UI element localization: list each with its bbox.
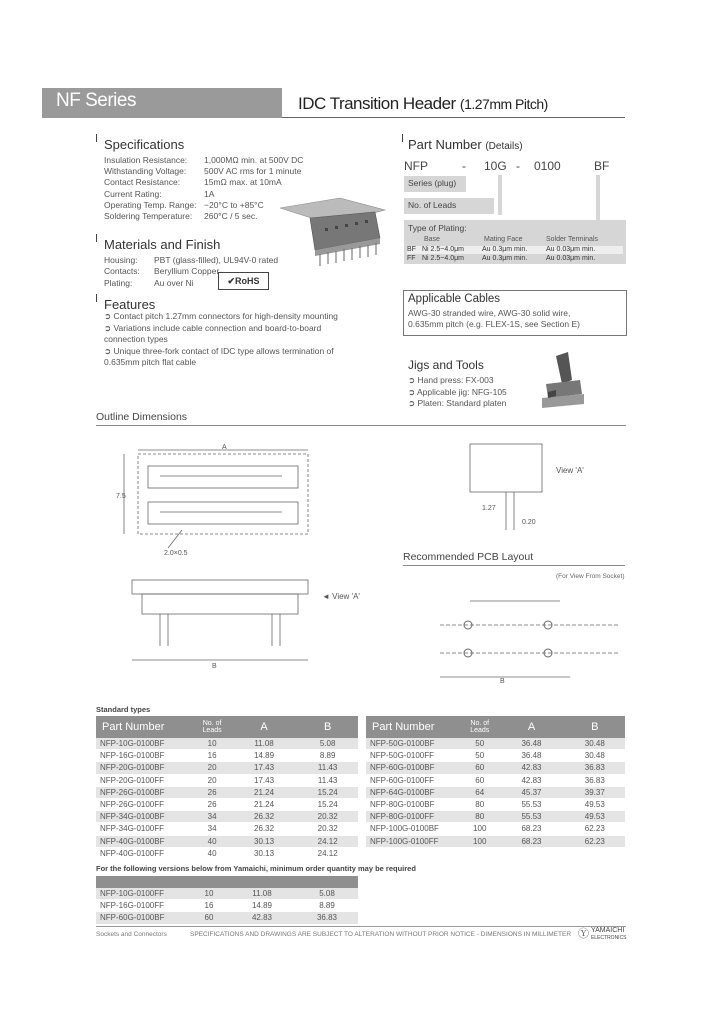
- cell-leads: 100: [461, 835, 498, 847]
- standard-types-table-right: [366, 716, 625, 848]
- cell-b: 5.08: [297, 738, 358, 750]
- jig-item: ➲ Hand press: FX-003: [408, 375, 494, 385]
- cell-a: 11.08: [231, 738, 297, 750]
- page-title-text: IDC Transition Header: [298, 94, 456, 113]
- extra-types-table: [96, 876, 358, 925]
- header-a: A: [231, 716, 297, 738]
- header-part-number: Part Number: [366, 716, 461, 738]
- cell-b: 20.32: [297, 811, 358, 823]
- cell-part-number: NFP-34G-0100BF: [96, 811, 193, 823]
- cell-part-number: NFP-60G-0100BF: [96, 912, 190, 924]
- cell-a: 14.89: [228, 900, 296, 912]
- arrow-icon: ➲: [408, 398, 418, 408]
- cell-part-number: NFP-16G-0100BF: [96, 750, 193, 762]
- code-dash: -: [462, 159, 466, 173]
- material-label: Housing:: [104, 255, 138, 265]
- cell-part-number: NFP-64G-0100BF: [366, 786, 461, 798]
- spec-value: −20°C to +85°C: [204, 200, 264, 210]
- cell-a: 45.37: [498, 786, 564, 798]
- cell-b: 24.12: [297, 835, 358, 847]
- cell-a: 26.32: [231, 811, 297, 823]
- pcb-rule: [403, 565, 625, 566]
- cell-b: 49.53: [565, 811, 625, 823]
- header-a: A: [498, 716, 564, 738]
- spec-label: Current Rating:: [104, 189, 162, 199]
- arrow-icon: ➲: [104, 311, 114, 321]
- cell-b: 39.37: [565, 786, 625, 798]
- cell-b: 11.43: [297, 774, 358, 786]
- cell-part-number: NFP-10G-0100BF: [96, 738, 193, 750]
- cell-part-number: NFP-26G-0100BF: [96, 786, 193, 798]
- header-leads: No. of Leads: [461, 716, 498, 738]
- spec-value: 260°C / 5 sec.: [204, 211, 258, 221]
- table-row: [96, 762, 358, 774]
- features-list: [104, 311, 354, 369]
- material-label: Plating:: [104, 278, 133, 288]
- spec-value: 15mΩ max. at 10mA: [204, 177, 282, 187]
- table-header-row: [96, 876, 358, 888]
- table-row: [96, 823, 358, 835]
- cell-part-number: NFP-10G-0100FF: [96, 888, 190, 900]
- cell-a: 26.32: [231, 823, 297, 835]
- svg-text:2.0×0.5: 2.0×0.5: [164, 550, 188, 557]
- cell-a: 17.43: [231, 762, 297, 774]
- cell-part-number: NFP-34G-0100FF: [96, 823, 193, 835]
- section-bracket: [96, 234, 99, 242]
- table-row: [96, 774, 358, 786]
- cables-text: AWG-30 stranded wire, AWG-30 solid wire,: [408, 308, 571, 318]
- cell-a: 11.08: [228, 888, 296, 900]
- cell-a: 21.24: [231, 786, 297, 798]
- brand-name-2: ELECTRONICS: [590, 935, 627, 941]
- table-header-row: [366, 716, 625, 738]
- connector-bar: [596, 175, 600, 220]
- page-title: [298, 94, 548, 114]
- cell-part-number: NFP-100G-0100FF: [366, 835, 461, 847]
- plating-code: FF: [407, 255, 416, 262]
- table-row: [366, 762, 625, 774]
- table-header-row: [96, 716, 358, 738]
- plating-header-solder: Solder Terminals: [546, 236, 599, 243]
- cell-leads: 26: [193, 798, 230, 810]
- cell-b: 8.89: [296, 900, 358, 912]
- table-row: [366, 798, 625, 810]
- page-title-pitch: (1.27mm Pitch): [459, 96, 548, 112]
- plating-mating: Au 0.3μm min.: [482, 246, 528, 253]
- table-row: [96, 835, 358, 847]
- material-value: Au over Ni: [154, 278, 194, 288]
- cell-part-number: NFP-16G-0100FF: [96, 900, 190, 912]
- cell-leads: 26: [193, 786, 230, 798]
- cell-a: 36.48: [498, 750, 564, 762]
- cell-b: 20.32: [297, 823, 358, 835]
- connector-bar: [498, 175, 502, 215]
- table-row: [96, 900, 358, 912]
- cell-b: 62.23: [565, 835, 625, 847]
- cell-leads: 40: [193, 835, 230, 847]
- section-bracket: [402, 134, 405, 142]
- header-b: B: [297, 716, 358, 738]
- code-dash: -: [516, 159, 520, 173]
- table-row: [366, 774, 625, 786]
- brand-logo: [578, 927, 627, 942]
- plating-box: [404, 220, 626, 264]
- cell-leads: 60: [461, 762, 498, 774]
- cell-part-number: NFP-40G-0100BF: [96, 835, 193, 847]
- table-row: [96, 786, 358, 798]
- table-row: [96, 798, 358, 810]
- material-label: Contacts:: [104, 266, 140, 276]
- pcb-note: (For View From Socket): [556, 573, 625, 580]
- table-row: [96, 750, 358, 762]
- section-bracket: [96, 134, 99, 142]
- table-body: [96, 888, 358, 924]
- arrow-icon: ➲: [408, 386, 418, 397]
- cell-a: 14.89: [231, 750, 297, 762]
- table-body: [366, 738, 625, 847]
- cell-b: 36.83: [565, 762, 625, 774]
- table-row: [366, 823, 625, 835]
- cell-leads: 16: [190, 900, 228, 912]
- header-leads: No. of Leads: [193, 716, 230, 738]
- spec-label: Withstanding Voltage:: [104, 166, 187, 176]
- check-icon: ✔: [227, 276, 236, 286]
- standard-types-title: Standard types: [96, 705, 151, 714]
- code-type: 0100: [534, 159, 561, 173]
- table-row: [96, 847, 358, 859]
- cell-b: 15.24: [297, 798, 358, 810]
- spec-label: Soldering Temperature:: [104, 211, 193, 221]
- series-plug-label: Series (plug): [404, 176, 466, 192]
- table-row: [366, 786, 625, 798]
- svg-text:B: B: [500, 678, 505, 685]
- cell-part-number: NFP-60G-0100FF: [366, 774, 461, 786]
- cell-a: 17.43: [231, 774, 297, 786]
- svg-text:1.27: 1.27: [482, 505, 496, 512]
- svg-text:0.20: 0.20: [522, 519, 536, 526]
- outline-side-view: [112, 570, 322, 670]
- cell-leads: 50: [461, 738, 498, 750]
- cell-leads: 20: [193, 774, 230, 786]
- spec-label: Operating Temp. Range:: [104, 200, 197, 210]
- cell-leads: 10: [193, 738, 230, 750]
- cell-a: 42.83: [498, 762, 564, 774]
- code-leads: 10G: [484, 159, 507, 173]
- cell-a: 30.13: [231, 847, 297, 859]
- code-plating: BF: [594, 159, 610, 173]
- spec-label: Insulation Resistance:: [104, 155, 188, 165]
- cell-part-number: NFP-50G-0100BF: [366, 738, 461, 750]
- dim-label-b: B: [212, 663, 217, 670]
- cell-a: 68.23: [498, 835, 564, 847]
- cell-part-number: NFP-26G-0100FF: [96, 798, 193, 810]
- brand-icon: Ⓨ: [578, 928, 589, 940]
- cables-box: [403, 290, 627, 336]
- cell-part-number: NFP-100G-0100BF: [366, 823, 461, 835]
- arrow-icon: ➲: [104, 345, 114, 356]
- table-body: [96, 738, 358, 859]
- cell-b: 49.53: [565, 798, 625, 810]
- pcb-title: Recommended PCB Layout: [403, 551, 534, 563]
- pcb-layout-drawing: [420, 585, 625, 685]
- rohs-badge: [218, 272, 269, 290]
- cell-leads: 80: [461, 798, 498, 810]
- cell-a: 30.13: [231, 835, 297, 847]
- cell-leads: 40: [193, 847, 230, 859]
- cell-part-number: NFP-60G-0100BF: [366, 762, 461, 774]
- view-a-caption: View 'A': [556, 466, 584, 475]
- arrow-icon: ➲: [408, 375, 418, 385]
- view-a-label: ◄ View 'A': [322, 592, 360, 601]
- footer-disclaimer: SPECIFICATIONS AND DRAWINGS ARE SUBJECT TO ALTERATION WITHOUT PRIOR NOTICE - DIMENSIONS IN MILLIMETER: [190, 931, 572, 938]
- table-row: [96, 888, 358, 900]
- outline-title: Outline Dimensions: [96, 411, 188, 423]
- jig-item: ➲ Applicable jig: NFG-105: [408, 386, 507, 397]
- arrow-icon: ➲: [104, 322, 114, 333]
- cell-part-number: NFP-20G-0100BF: [96, 762, 193, 774]
- table-row: [366, 750, 625, 762]
- plating-header-base: Base: [424, 236, 440, 243]
- outline-view-a: [462, 440, 572, 536]
- cell-leads: 60: [190, 912, 228, 924]
- hand-press-image: [538, 350, 588, 412]
- footer-rule: [96, 926, 626, 927]
- material-value: Beryllium Copper: [154, 266, 220, 276]
- connector-product-image: [270, 190, 390, 272]
- spec-value: 1,000MΩ min. at 500V DC: [204, 155, 304, 165]
- materials-title: Materials and Finish: [104, 237, 221, 252]
- cell-b: 30.48: [565, 750, 625, 762]
- plating-solder: Au 0.03μm min.: [546, 255, 596, 262]
- cell-a: 55.53: [498, 798, 564, 810]
- cell-leads: 100: [461, 823, 498, 835]
- code-series: NFP: [404, 159, 428, 173]
- feature-item: ➲ Variations include cable connection and board-to-board connection types: [104, 322, 322, 344]
- cell-leads: 34: [193, 811, 230, 823]
- cell-a: 42.83: [228, 912, 296, 924]
- cell-b: 62.23: [565, 823, 625, 835]
- table-row: [366, 835, 625, 847]
- cell-leads: 34: [193, 823, 230, 835]
- cell-b: 24.12: [297, 847, 358, 859]
- table-row: [96, 811, 358, 823]
- plating-base: Ni 2.5~4.0μm: [422, 246, 464, 253]
- outline-top-view: [112, 440, 322, 560]
- plating-mating: Au 0.3μm min.: [482, 255, 528, 262]
- cell-leads: 10: [190, 888, 228, 900]
- svg-text:7.5: 7.5: [116, 493, 126, 500]
- table-row: [366, 811, 625, 823]
- cell-leads: 60: [461, 774, 498, 786]
- cell-a: 21.24: [231, 798, 297, 810]
- cell-leads: 16: [193, 750, 230, 762]
- cell-part-number: NFP-80G-0100BF: [366, 798, 461, 810]
- cell-part-number: NFP-50G-0100FF: [366, 750, 461, 762]
- spec-label: Contact Resistance:: [104, 177, 181, 187]
- feature-item: ➲ Contact pitch 1.27mm connectors for high-density mounting: [104, 311, 338, 321]
- cables-text: 0.635mm pitch (e.g. FLEX-1S, see Section E): [408, 319, 580, 329]
- cell-a: 55.53: [498, 811, 564, 823]
- header-b: B: [565, 716, 625, 738]
- plating-code: BF: [407, 246, 416, 253]
- rohs-label: RoHS: [235, 276, 260, 286]
- part-number-title: Part Number (Details): [408, 137, 523, 152]
- cell-b: 11.43: [297, 762, 358, 774]
- cell-part-number: NFP-80G-0100FF: [366, 811, 461, 823]
- cell-b: 30.48: [565, 738, 625, 750]
- dim-label-a: A: [222, 444, 227, 451]
- brand-name: YAMAICHI: [590, 927, 625, 934]
- standard-types-table-left: [96, 716, 358, 860]
- spec-value: 500V AC rms for 1 minute: [204, 166, 302, 176]
- specifications-title: Specifications: [104, 137, 185, 152]
- jigs-list: [408, 375, 507, 410]
- jig-item: ➲ Platen: Standard platen: [408, 398, 507, 408]
- section-bracket: [96, 294, 99, 302]
- table-row: [96, 738, 358, 750]
- cell-leads: 20: [193, 762, 230, 774]
- table-row: [366, 738, 625, 750]
- cell-leads: 80: [461, 811, 498, 823]
- cables-title: Applicable Cables: [408, 293, 501, 305]
- header-part-number: Part Number: [96, 716, 193, 738]
- cell-a: 42.83: [498, 774, 564, 786]
- series-title: NF Series: [56, 90, 136, 111]
- cell-leads: 64: [461, 786, 498, 798]
- table-row: [96, 912, 358, 924]
- material-value: PBT (glass-filled), UL94V-0 rated: [154, 255, 279, 265]
- spec-value: 1A: [204, 189, 215, 199]
- cell-b: 5.08: [296, 888, 358, 900]
- cell-part-number: NFP-20G-0100FF: [96, 774, 193, 786]
- plating-header-mating: Mating Face: [484, 236, 523, 243]
- cell-b: 8.89: [297, 750, 358, 762]
- header-rule: [282, 117, 625, 118]
- cell-a: 68.23: [498, 823, 564, 835]
- footer-category: Sockets and Connectors: [96, 931, 167, 938]
- cell-a: 36.48: [498, 738, 564, 750]
- feature-item: ➲ Unique three-fork contact of IDC type allows termination of 0.635mm pitch flat cable: [104, 345, 334, 367]
- cell-b: 15.24: [297, 786, 358, 798]
- jigs-title: Jigs and Tools: [408, 358, 484, 372]
- plating-title: Type of Plating:: [408, 223, 467, 233]
- order-note: For the following versions below from Yamaichi, minimum order quantity may be required: [96, 864, 416, 873]
- features-title: Features: [104, 297, 156, 312]
- cell-b: 36.83: [565, 774, 625, 786]
- leads-label: No. of Leads: [404, 198, 494, 214]
- plating-base: Ni 2.5~4.0μm: [422, 255, 464, 262]
- cell-b: 36.83: [296, 912, 358, 924]
- cell-leads: 50: [461, 750, 498, 762]
- plating-solder: Au 0.03μm min.: [546, 246, 596, 253]
- outline-rule: [96, 425, 626, 426]
- cell-part-number: NFP-40G-0100FF: [96, 847, 193, 859]
